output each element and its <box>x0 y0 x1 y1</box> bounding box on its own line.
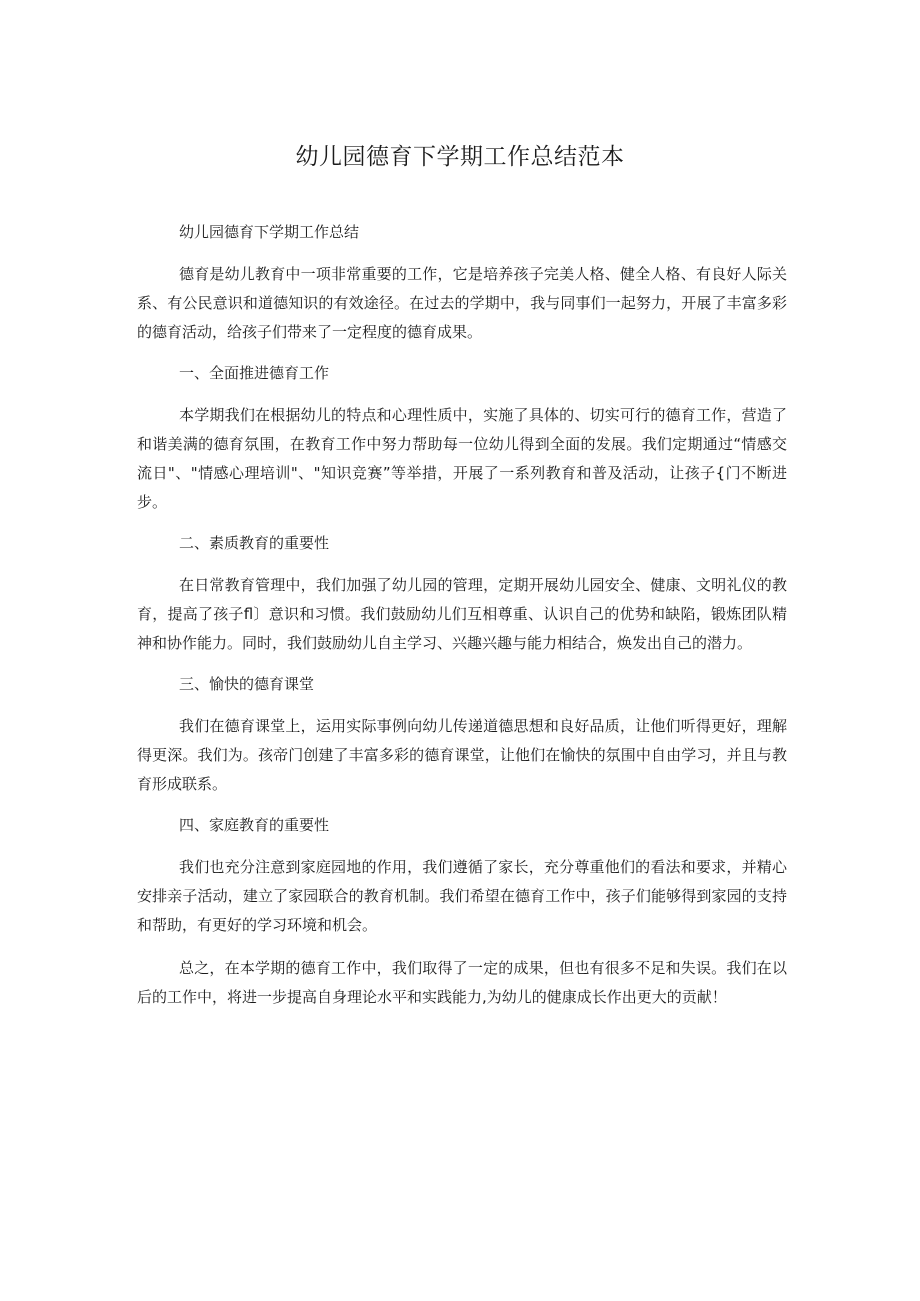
section-paragraph-4: 我们也充分注意到家庭园地的作用，我们遵循了家长，充分尊重他们的看法和要求，并精心安排亲子活动，建立了家园联合的教育机制。我们希望在德育工作中，孩子们能够得到家园的支持和帮助，有更好的学习环境和机会。 <box>137 858 787 934</box>
section-paragraph-3: 我们在德育课堂上，运用实际事例向幼儿传递道德思想和良好品质，让他们听得更好，理解得更深。我们为。孩帝门创建了丰富多彩的德育课堂，让他们在愉快的氛围中自由学习，并且与教育形成联系。 <box>137 717 787 793</box>
section-paragraph-1: 本学期我们在根据幼儿的特点和心理性质中，实施了具体的、切实可行的德育工作，营造了和谐美满的德育氛围，在教育工作中努力帮助每一位幼儿得到全面的发展。我们定期通过“情感交流日"、"情感心理培训"、"知识竞赛”等举措，开展了一系列教育和普及活动，让孩子{门不断进步。 <box>137 406 787 511</box>
section-heading-4: 四、家庭教育的重要性 <box>179 816 330 834</box>
document-body <box>137 220 787 1012</box>
conclusion-paragraph: 总之，在本学期的德育工作中，我们取得了一定的成果，但也有很多不足和失误。我们在以后的工作中，将进一步提高自身理论水平和实践能力,为幼儿的健康成长作出更大的贡献！ <box>137 959 787 1006</box>
section-heading-2: 二、素质教育的重要性 <box>179 534 330 552</box>
section-heading-1: 一、全面推进德育工作 <box>179 364 330 382</box>
document-title: 幼儿园德育下学期工作总结范本 <box>295 144 625 170</box>
section-heading-3: 三、愉快的德育课堂 <box>179 675 315 693</box>
document-subtitle: 幼儿园德育下学期工作总结 <box>179 223 360 241</box>
intro-paragraph: 德育是幼儿教育中一项非常重要的工作，它是培养孩子完美人格、健全人格、有良好人际关系、有公民意识和道德知识的有效途径。在过去的学期中，我与同事们一起努力，开展了丰富多彩的德育活动，给孩子们带来了一定程度的德育成果。 <box>137 265 787 341</box>
section-paragraph-2: 在日常教育管理中，我们加强了幼儿园的管理，定期开展幼儿园安全、健康、文明礼仪的教育，提高了孩子fl〕意识和习惯。我们鼓励幼儿们互相尊重、认识自己的优势和缺陷，锻炼团队精神和协作能力。同时，我们鼓励幼儿自主学习、兴趣兴趣与能力相结合，焕发出自己的潜力。 <box>137 576 787 652</box>
